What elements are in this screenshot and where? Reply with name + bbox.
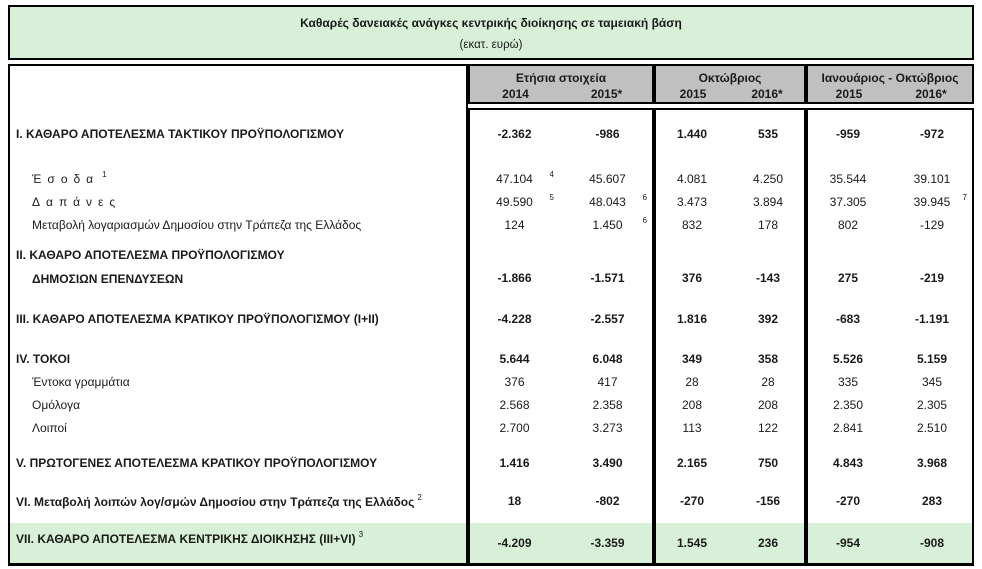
years-row [808, 85, 972, 102]
table-title: Καθαρές δανειακές ανάγκες κεντρικής διοίκησης σε ταμειακή βάση [300, 16, 682, 30]
row-label: VII. ΚΑΘΑΡΟ ΑΠΟΤΕΛΕΣΜΑ ΚΕΝΤΡΙΚΗΣ ΔΙΟΙΚΗΣΗΣ (III+VI) $^3$ [16, 530, 364, 546]
table-row [8, 416, 974, 439]
value-cell: 275 [837, 271, 859, 285]
column-group-annual [468, 64, 654, 104]
value-cell: 349 [681, 351, 703, 366]
value-cell: -1.866 [497, 271, 532, 285]
table-row [8, 489, 974, 513]
value-cell: 4.081 [676, 171, 708, 186]
table-row [8, 122, 974, 146]
value-cell: -4.228 [497, 312, 532, 326]
value-cell: 345 [921, 374, 943, 389]
table-row [8, 246, 974, 290]
row-label: I. ΚΑΘΑΡΟ ΑΠΟΤΕΛΕΣΜΑ ΤΑΚΤΙΚΟΥ ΠΡΟΫΠΟΛΟΓΙΣΜΟΥ [16, 127, 345, 141]
value-cell: 4.250 [752, 171, 784, 186]
value-cell: 3.894 [752, 194, 784, 209]
row-label: Ομόλογα [32, 397, 81, 412]
value-cell: 5.644 [499, 351, 530, 366]
value-cell: 1.440 [676, 127, 708, 141]
row-label: VI. Μεταβολή λοιπών λογ/σμών Δημοσίου στην Τράπεζα της Ελλάδος $^2$ [16, 492, 422, 509]
value-cell: 283 [921, 494, 943, 508]
value-cell: -959 [835, 127, 861, 141]
value-cell: -972 [919, 127, 945, 141]
value-cell: 1.545 [676, 536, 708, 550]
value-cell: 47.104 $^4$ [496, 170, 554, 186]
value-cell: 1.816 [676, 312, 708, 326]
value-cell: 49.590 $^5$ [496, 193, 554, 209]
value-cell: 39.945 $^7$ [913, 193, 967, 209]
year-header: 2015 [679, 86, 707, 101]
footnote-marker: 7 [962, 193, 967, 202]
value-cell: 750 [757, 456, 779, 470]
value-cell: 39.101 [913, 171, 951, 186]
footnote-marker: 6 [642, 193, 647, 202]
value-cell: -270 [835, 494, 861, 508]
row-label: IV. ΤΟΚΟΙ [16, 351, 71, 366]
value-cell: -156 [755, 494, 781, 508]
value-cell: -143 [755, 271, 781, 285]
year-header: 2014 [502, 86, 529, 101]
value-cell: 3.490 [592, 456, 623, 470]
value-cell: 802 [837, 217, 859, 232]
year-header: 2016* [915, 86, 947, 101]
years-row [656, 85, 804, 102]
year-header: 2015* [590, 86, 623, 101]
year-header: 2016* [751, 86, 783, 101]
table-row [8, 307, 974, 331]
value-cell: -219 [919, 271, 945, 285]
value-cell: 376 [504, 374, 525, 389]
value-cell: -683 [835, 312, 861, 326]
table-row [8, 167, 974, 190]
value-cell: 2.841 [832, 420, 864, 435]
column-group-label: Ιανουάριος - Οκτώβριος [821, 71, 959, 85]
value-cell: 4.843 [832, 456, 864, 470]
value-cell: 6.048 [592, 351, 623, 366]
value-cell: -4.209 [497, 536, 532, 550]
row-label: Μεταβολή λογαριασμών Δημοσίου στην Τράπεζα της Ελλάδος [32, 217, 362, 232]
table-row [8, 393, 974, 416]
row-label: Λοιποί [32, 420, 67, 435]
value-cell: 2.510 [916, 420, 948, 435]
footnote-marker: 2 [417, 492, 422, 502]
value-cell: 5.526 [832, 351, 864, 366]
value-cell: -802 [595, 494, 620, 508]
value-cell: 122 [757, 420, 779, 435]
value-cell: -1.571 [590, 271, 625, 285]
value-cell: 376 [681, 271, 703, 285]
value-cell: 2.165 [676, 456, 708, 470]
value-cell: 335 [837, 374, 859, 389]
value-cell: 37.305 [829, 194, 867, 209]
footnote-marker: 4 [549, 170, 554, 179]
value-cell: -270 [679, 494, 705, 508]
value-cell: 3.273 [592, 420, 623, 435]
value-cell: -1.191 [914, 312, 950, 326]
value-cell: -129 [919, 217, 945, 232]
value-cell: 208 [757, 397, 779, 412]
footnote-marker: 3 [358, 530, 364, 539]
row-label: V. ΠΡΩΤΟΓΕΝΕΣ ΑΠΟΤΕΛΕΣΜΑ ΚΡΑΤΙΚΟΥ ΠΡΟΫΠΟΛΟΓΙΣΜΟΥ [16, 456, 378, 470]
row-label: II. ΚΑΘΑΡΟ ΑΠΟΤΕΛΕΣΜΑ ΠΡΟΫΠΟΛΟΓΙΣΜΟΥ ΔΗΜΟΣΙΩΝ ΕΠΕΝΔΥΣΕΩΝ [16, 248, 285, 286]
table-title-box [8, 5, 974, 60]
value-cell: 178 [757, 217, 779, 232]
value-cell: 124 [504, 217, 525, 232]
value-cell: 535 [757, 127, 779, 141]
value-cell: 208 [681, 397, 703, 412]
column-group-label: Οκτώβριος [698, 71, 762, 85]
footnote-marker: 6 [642, 216, 647, 225]
value-cell: 3.473 [676, 194, 708, 209]
value-cell: -986 [595, 127, 620, 141]
value-cell: 2.568 [499, 397, 530, 412]
row-label: Έσοδα $^1$ [32, 170, 107, 186]
value-cell: 358 [757, 351, 779, 366]
value-cell: -3.359 [590, 536, 625, 550]
value-cell: 113 [682, 420, 702, 435]
value-cell: 236 [757, 536, 779, 550]
table-subtitle: (εκατ. ευρώ) [459, 39, 523, 51]
years-row [470, 85, 652, 102]
value-cell: 35.544 [829, 171, 867, 186]
value-cell: 2.358 [592, 397, 623, 412]
table-row [8, 347, 974, 370]
table-row [8, 213, 974, 236]
footnote-marker: 5 [549, 193, 554, 202]
value-cell: 2.350 [832, 397, 864, 412]
value-cell: 45.607 [589, 171, 626, 186]
value-cell: 5.159 [916, 351, 948, 366]
column-group-label: Ετήσια στοιχεία [515, 71, 607, 85]
value-cell: 2.305 [916, 397, 948, 412]
value-cell: -954 [835, 536, 861, 550]
column-group-january-october [806, 64, 974, 104]
value-cell: 28 [685, 374, 699, 389]
column-group-october [654, 64, 806, 104]
footnote-marker: 1 [102, 170, 107, 179]
value-cell: 2.700 [499, 420, 530, 435]
value-cell: 18 [507, 494, 522, 508]
value-cell: 28 [761, 374, 775, 389]
table-body [8, 108, 974, 565]
table-row [8, 370, 974, 393]
row-label: Δαπάνες [32, 194, 122, 209]
value-cell: 832 [681, 217, 703, 232]
value-cell: 417 [597, 374, 618, 389]
year-header: 2015 [835, 86, 863, 101]
value-cell: 1.416 [499, 456, 530, 470]
table-row [8, 190, 974, 213]
table-row [8, 524, 974, 569]
value-cell: 1.450 $^6$ [592, 216, 647, 232]
value-cell: -908 [919, 536, 945, 550]
row-label: Έντοκα γραμμάτια [32, 374, 130, 389]
value-cell: 392 [757, 312, 779, 326]
value-cell: -2.557 [590, 312, 625, 326]
table-row [8, 451, 974, 475]
value-cell: 48.043 $^6$ [589, 193, 647, 209]
value-cell: 3.968 [916, 456, 948, 470]
row-label: III. ΚΑΘΑΡΟ ΑΠΟΤΕΛΕΣΜΑ ΚΡΑΤΙΚΟΥ ΠΡΟΫΠΟΛΟΓΙΣΜΟΥ (I+II) [16, 312, 379, 326]
value-cell: -2.362 [497, 127, 532, 141]
